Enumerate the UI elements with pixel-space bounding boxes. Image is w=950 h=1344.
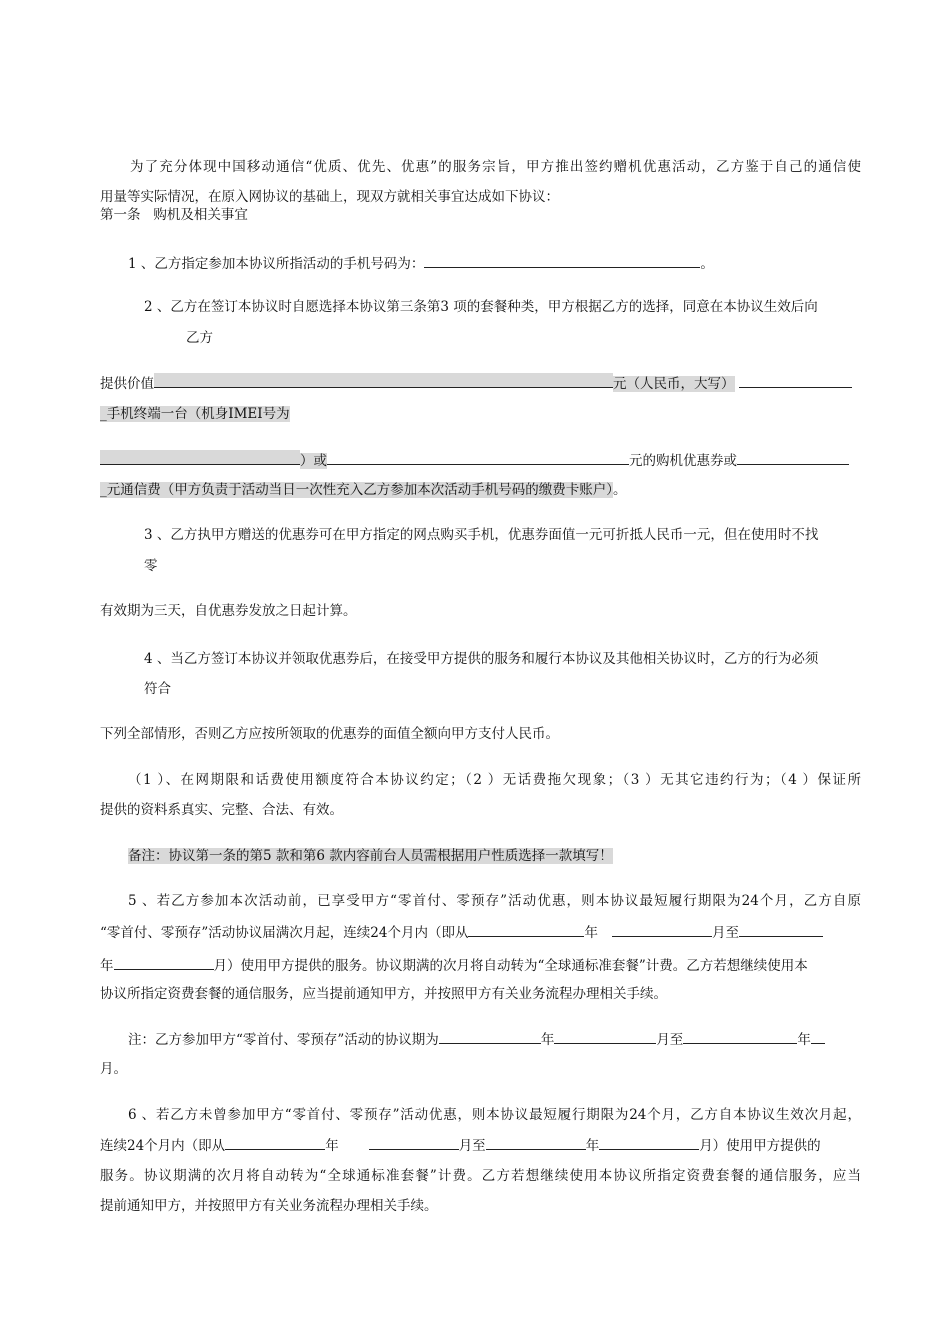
item-6-start-year-blank[interactable]	[225, 1135, 325, 1150]
note-end-month-blank[interactable]	[811, 1029, 825, 1044]
fee-text: _元通信费（甲方负责于活动当日一次性充入乙方参加本次活动手机号码的缴费卡账户）	[100, 482, 613, 498]
item-1-text: 1 、乙方指定参加本协议所指活动的手机号码为：	[128, 256, 425, 272]
remark	[128, 846, 613, 866]
note-end-year-blank[interactable]	[683, 1029, 797, 1044]
item-4-line-1: 4 、当乙方签订本协议并领取优惠券后，在接受甲方提供的服务和履行本协议及其他相关协议时，乙方的行为必须	[144, 651, 819, 667]
item-5-from-text: “零首付、零预存”活动协议届满次月起，连续24个月内（即从	[100, 925, 469, 941]
fee-value-blank[interactable]	[737, 450, 849, 465]
note-line-1	[128, 1029, 825, 1050]
note-year-label: 年	[540, 1032, 555, 1048]
intro-line-2: 用量等实际情况，在原入网协议的基础上，现双方就相关事宜达成如下协议：	[100, 189, 559, 205]
item-5-line-3-year: 年	[100, 958, 114, 974]
item-3-line-2: 零	[144, 558, 158, 574]
item-5-line-4: 协议所指定资费套餐的通信服务，应当提前通知甲方，并按照甲方有关业务流程办理相关手续。	[100, 986, 667, 1002]
note-year2-label: 年	[797, 1032, 811, 1048]
item-5-start-month-blank[interactable]	[612, 922, 712, 937]
note-start-year-blank[interactable]	[439, 1029, 541, 1044]
item-5-month-to-label: 月至	[711, 925, 739, 941]
item-2-line-2: 乙方	[186, 330, 213, 346]
item-5-line-3	[100, 955, 808, 976]
note-start-month-blank[interactable]	[554, 1029, 656, 1044]
item-6-start-month-blank[interactable]	[369, 1135, 459, 1150]
item-2-or-line	[100, 450, 849, 471]
item-2-price-line	[100, 373, 852, 394]
coupon-unit: 元的购机优惠券或	[629, 453, 737, 469]
note-month-to-label: 月至	[656, 1032, 684, 1048]
item-2-fee-line	[100, 480, 627, 500]
item-6-line-3: 服务。协议期满的次月将自动转为“全球通标准套餐”计费。乙方若想继续使用本协议所指定资费套餐的通信服务，应当	[100, 1168, 861, 1184]
imei-blank[interactable]	[100, 450, 300, 465]
item-3-line-1: 3 、乙方执甲方赠送的优惠券可在甲方指定的网点购买手机，优惠券面值一元可折抵人民币一元，但在使用时不找	[144, 527, 819, 543]
price-label: 提供价值	[100, 376, 154, 392]
remark-text: 备注：协议第一条的第5 款和第6 款内容前台人员需根据用户性质选择一款填写！	[128, 848, 613, 864]
note-line-2: 月。	[100, 1061, 127, 1077]
article-1-title: 第一条 购机及相关事宜	[100, 207, 248, 223]
item-6-from-text: 连续24个月内（即从	[100, 1138, 226, 1154]
item-6-line-2-text: 月）使用甲方提供的	[699, 1138, 821, 1154]
item-2-line-1: 2 、乙方在签订本协议时自愿选择本协议第三条第3 项的套餐种类，甲方根据乙方的选择，同意在本协议生效后向	[144, 299, 818, 315]
item-5-end-year-blank[interactable]	[739, 922, 823, 937]
item-3-line-3: 有效期为三天，自优惠券发放之日起计算。	[100, 603, 357, 619]
note-prefix: 注：乙方参加甲方“零首付、零预存”活动的协议期为	[128, 1032, 439, 1048]
item-6-year2-label: 年	[585, 1138, 600, 1154]
item-1-end: 。	[700, 256, 714, 272]
phone-number-blank[interactable]	[424, 253, 700, 268]
conditions-line-1: （1 ）、在网期限和话费使用额度符合本协议约定；（2 ）无话费拖欠现象；（3 ）无其它违约行为；（4 ）保证所	[128, 772, 861, 788]
item-4-line-3: 下列全部情形，否则乙方应按所领取的优惠券的面值全额向甲方支付人民币。	[100, 726, 559, 742]
price-value-blank[interactable]	[154, 373, 613, 388]
item-5-line-2	[100, 922, 823, 943]
item-5-line-3-text: 月）使用甲方提供的服务。协议期满的次月将自动转为“全球通标准套餐”计费。乙方若想继续使用本	[213, 958, 808, 974]
terminal-text: _手机终端一台（机身IMEI号为	[100, 406, 290, 422]
close-or-text: ）或	[300, 453, 327, 469]
item-6-year-label: 年	[325, 1138, 339, 1154]
price-unit: 元（人民币，大写）	[613, 376, 735, 392]
item-6-end-year-blank[interactable]	[486, 1135, 586, 1150]
item-6-line-4: 提前通知甲方，并按照甲方有关业务流程办理相关手续。	[100, 1198, 438, 1214]
item-1	[128, 253, 714, 274]
fee-end: 。	[613, 482, 627, 498]
item-6-end-month-blank[interactable]	[599, 1135, 699, 1150]
item-5-year-label: 年	[584, 925, 598, 941]
item-6-line-1: 6 、若乙方未曾参加甲方“零首付、零预存”活动优惠，则本协议最短履行期限为24个月，乙方自本协议生效次月起，	[128, 1107, 861, 1123]
price-uppercase-blank[interactable]	[739, 373, 852, 388]
conditions-line-2: 提供的资料系真实、完整、合法、有效。	[100, 802, 343, 818]
item-4-line-2: 符合	[144, 681, 171, 697]
item-6-line-2	[100, 1135, 821, 1156]
intro-line-1: 为了充分体现中国移动通信“优质、优先、优惠”的服务宗旨，甲方推出签约赠机优惠活动，乙方鉴于自己的通信使	[130, 159, 861, 175]
item-2-terminal-line	[100, 404, 290, 424]
item-5-start-year-blank[interactable]	[468, 922, 584, 937]
item-5-end-month-blank[interactable]	[114, 955, 214, 970]
item-6-month-to-label: 月至	[458, 1138, 486, 1154]
item-5-line-1: 5 、若乙方参加本次活动前，已享受甲方“零首付、零预存”活动优惠，则本协议最短履行期限为24个月，乙方自原	[128, 893, 861, 909]
coupon-value-blank[interactable]	[327, 450, 629, 465]
